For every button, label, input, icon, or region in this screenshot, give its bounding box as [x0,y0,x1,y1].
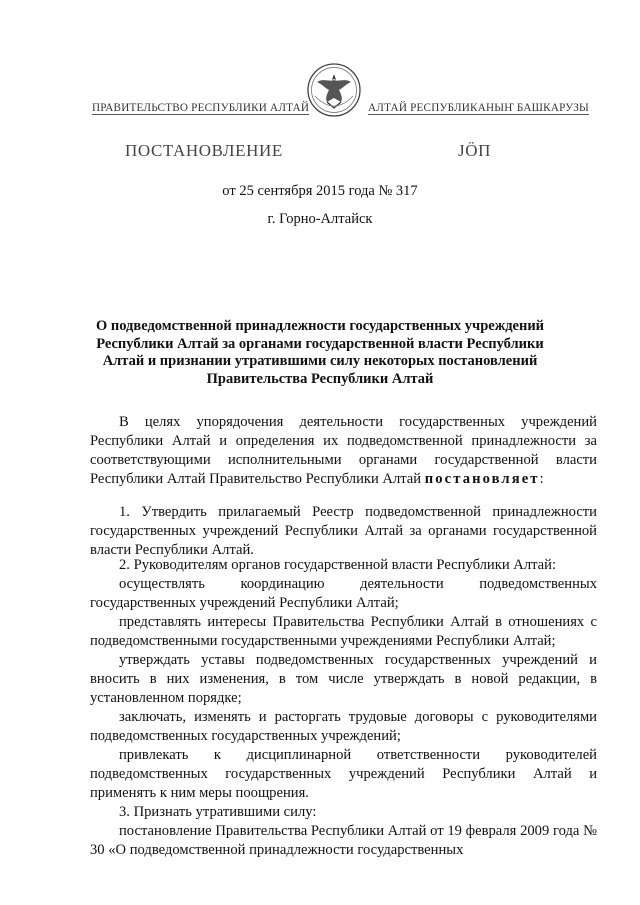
resolve-word: постановляет [424,471,540,487]
title-line: Алтай и признании утратившими силу некоторых постановлений [102,353,538,369]
preamble-text: В целях упорядочения деятельности государственных учреждений Республики Алтай и определения их подведомственной принадлежности за соответствующими исполнительными органами государственной власти Республики Алтай Правительство Республики Алтай [90,414,597,487]
coat-of-arms-emblem [305,60,363,120]
document-date-number: от 25 сентября 2015 года № 317 [222,183,418,199]
item-2a-paragraph: осуществлять координацию деятельности подведомственных государственных учреждений Республики Алтай; [90,576,597,611]
item-3-paragraph: 3. Признать утратившими силу: [119,804,317,820]
item-1-paragraph: 1. Утвердить прилагаемый Реестр подведомственной принадлежности государственных учреждений Республики Алтай за органами государственной власти Республики Алтай. [90,504,597,558]
preamble-paragraph [90,413,597,489]
title-line: О подведомственной принадлежности государственных учреждений [95,318,545,334]
title-line: Республики Алтай за органами государственной власти Республики [96,335,544,352]
document-city: г. Горно-Алтайск [267,211,373,227]
item-2b-paragraph: представлять интересы Правительства Республики Алтай в отношениях с подведомственными государственными учреждениями Республики Алтай; [90,614,597,649]
item-2c-paragraph: утверждать уставы подведомственных государственных учреждений и вносить в них изменения, в том числе утверждать в новой редакции, в установленном порядке; [90,652,597,706]
item-2-paragraph: 2. Руководителям органов государственной власти Республики Алтай: [119,557,556,573]
government-name-altai: АЛТАЙ РЕСПУБЛИКАНЫҤ БАШКАРУЗЫ [368,102,589,114]
document-type-altai: ЈӦП [458,141,491,160]
document-title [90,318,550,388]
resolve-colon: : [539,471,544,487]
item-3a-paragraph: постановление Правительства Республики Алтай от 19 февраля 2009 года № 30 «О подведомственной принадлежности государственных [90,823,597,858]
item-2e-paragraph: привлекать к дисциплинарной ответственности руководителей подведомственных государственных учреждений Республики Алтай и применять к ним меры поощрения. [90,747,597,801]
item-2d-paragraph: заключать, изменять и расторгать трудовые договоры с руководителями подведомственных государственных учреждений; [90,709,597,744]
document-type-russian: ПОСТАНОВЛЕНИЕ [125,141,283,160]
title-line: Правительства Республики Алтай [206,370,434,387]
government-name-russian: ПРАВИТЕЛЬСТВО РЕСПУБЛИКИ АЛТАЙ [92,102,310,114]
